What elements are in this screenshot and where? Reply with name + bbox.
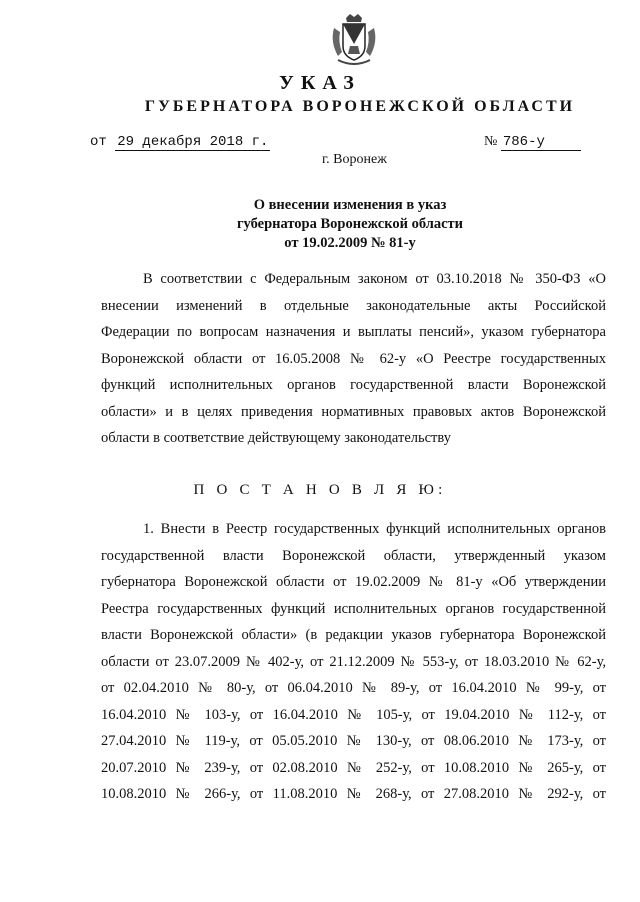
text-line: функций исполнительных органов государственной власти Воронежской — [101, 377, 606, 393]
text-line: внесении изменений в отдельные законодательные акты Российской — [101, 297, 606, 314]
text-line: 10.08.2010 № 266-у, от 11.08.2010 № 268-у, от 27.08.2010 № 292-у, от — [101, 786, 606, 802]
date-prefix: от — [90, 134, 107, 150]
heading-line: губернатора Воронежской области — [236, 216, 464, 232]
number-sign: № — [484, 134, 498, 149]
text-line: области в соответствие действующему законодательству — [101, 430, 451, 446]
text-line: губернатора Воронежской области от 19.02.2009 № 81-у «Об утверждении — [101, 574, 606, 590]
text-line: области» и в целях приведения нормативных правовых актов Воронежской — [101, 403, 606, 420]
document-date — [90, 134, 270, 151]
text-line: власти Воронежской области» (в редакции указов губернатора Воронежской — [101, 627, 606, 643]
city-label: г. Воронеж — [322, 152, 387, 167]
document-title: УКАЗ — [279, 72, 361, 94]
preamble-paragraph — [101, 266, 606, 452]
document-heading — [200, 196, 500, 253]
document-number — [484, 134, 581, 151]
text-line: Воронежской области от 16.05.2008 № 62-у «О Реестре государственных — [101, 350, 606, 367]
text-line: 1. Внести в Реестр государственных функций исполнительных органов — [143, 521, 606, 537]
date-value: 29 декабря 2018 г. — [117, 134, 269, 150]
text-line: государственной власти Воронежской области, утвержденный указом — [101, 547, 606, 564]
text-line: Федерации по вопросам назначения и выплаты пенсий», указом губернатора — [101, 324, 606, 340]
text-line: В соответствии с Федеральным законом от 03.10.2018 № 350-ФЗ «О — [143, 271, 606, 287]
number-value: 786-у — [501, 134, 581, 151]
text-line: 27.04.2010 № 119-у, от 05.05.2010 № 130-у, от 08.06.2010 № 173-у, от — [101, 733, 606, 749]
coat-of-arms-icon — [328, 12, 380, 68]
text-line: от 02.04.2010 № 80-у, от 06.04.2010 № 89-у, от 16.04.2010 № 99-у, от — [101, 680, 606, 696]
text-line: Реестра государственных функций исполнительных органов государственной — [101, 600, 606, 617]
document-subtitle: ГУБЕРНАТОРА ВОРОНЕЖСКОЙ ОБЛАСТИ — [144, 98, 576, 115]
heading-line: О внесении изменения в указ — [253, 197, 447, 213]
item-1-paragraph — [101, 516, 606, 808]
decree-word: П О С Т А Н О В Л Я Ю: — [193, 482, 447, 498]
heading-line: от 19.02.2009 № 81-у — [284, 235, 416, 251]
text-line: 20.07.2010 № 239-у, от 02.08.2010 № 252-у, от 10.08.2010 № 265-у, от — [101, 759, 606, 776]
text-line: области от 23.07.2009 № 402-у, от 21.12.2009 № 553-у, от 18.03.2010 № 62-у, — [101, 653, 606, 670]
text-line: 16.04.2010 № 103-у, от 16.04.2010 № 105-у, от 19.04.2010 № 112-у, от — [101, 706, 606, 723]
